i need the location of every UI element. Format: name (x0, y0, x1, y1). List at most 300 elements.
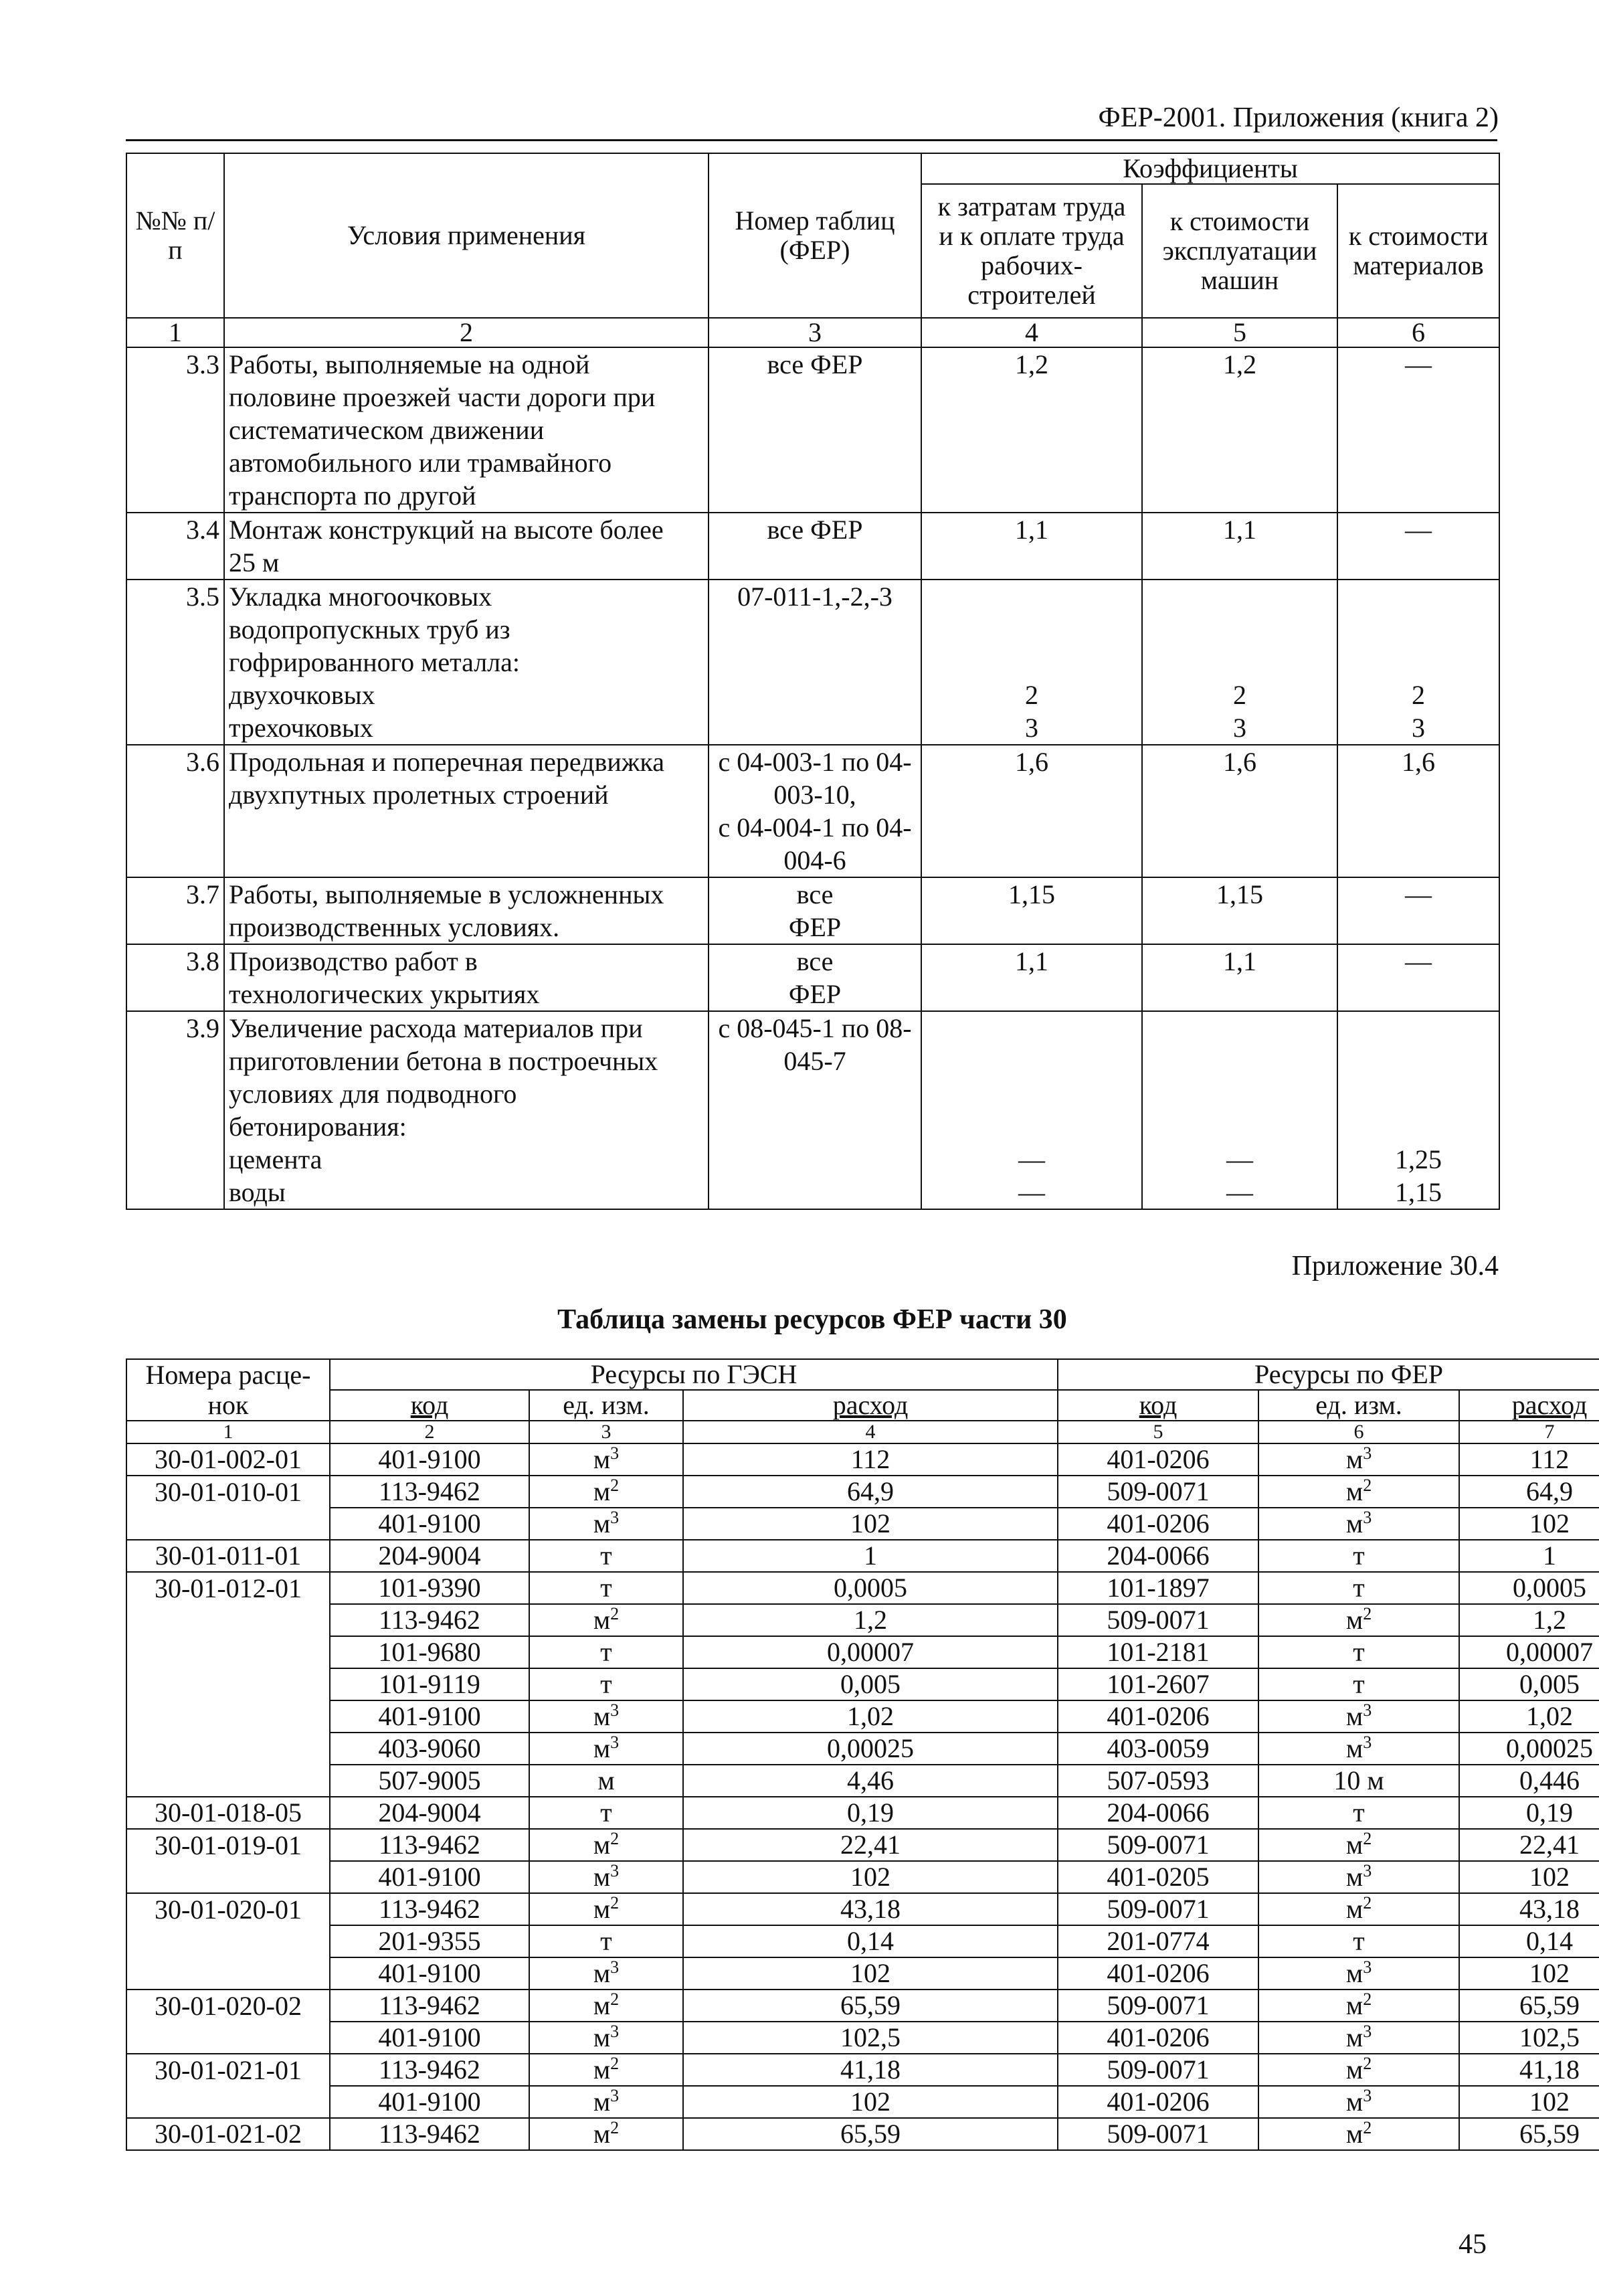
fer-unit: т (1258, 1925, 1459, 1957)
machine-coefficient (1142, 580, 1337, 745)
table-numbers-line: все ФЕР (767, 349, 863, 379)
labor-coefficient-line (926, 1012, 1137, 1045)
table-row (126, 580, 1499, 745)
condition-text-line: систематическом движении (229, 415, 545, 445)
gesn-usage: 112 (683, 1443, 1058, 1476)
table-row (126, 2086, 1599, 2118)
rate-number (126, 1925, 330, 1957)
gesn-usage: 0,00007 (683, 1636, 1058, 1668)
gesn-usage: 102 (683, 1957, 1058, 1990)
material-coefficient-line (1342, 1110, 1495, 1143)
fer-usage: 102 (1459, 2086, 1599, 2118)
table-row (126, 347, 1499, 513)
fer-unit: т (1258, 1636, 1459, 1668)
column-number: 1 (126, 1421, 330, 1443)
labor-coefficient-line: 1,15 (1008, 879, 1055, 909)
labor-coefficient-line: — (1018, 1177, 1045, 1207)
rate-number: 30-01-012-01 (126, 1572, 330, 1604)
header-table-numbers: Номер таблиц (ФЕР) (709, 153, 921, 318)
header-labor-coef: к затратам труда и к оплате труда рабочих-строителей (921, 184, 1142, 318)
machine-coefficient-line: 1,2 (1223, 349, 1256, 379)
rate-number: 30-01-020-02 (126, 1990, 330, 2022)
running-header: ФЕР-2001. Приложения (книга 2) (1098, 102, 1499, 133)
table-numbers-line: 07-011-1,-2,-3 (737, 582, 892, 612)
machine-coefficient-line (1147, 1110, 1333, 1143)
machine-coefficient (1142, 877, 1337, 944)
fer-unit: т (1258, 1572, 1459, 1604)
header-rule (126, 139, 1497, 141)
machine-coefficient-line: 1,15 (1216, 879, 1263, 909)
gesn-usage: 1,02 (683, 1700, 1058, 1733)
labor-coefficient-line (926, 1077, 1137, 1110)
gesn-code: 507-9005 (330, 1765, 529, 1797)
gesn-code: 101-9680 (330, 1636, 529, 1668)
gesn-unit: $м^3$ (529, 1861, 683, 1893)
fer-usage: 102 (1459, 1508, 1599, 1540)
condition-text-line: цемента (229, 1144, 322, 1174)
gesn-code: 204-9004 (330, 1797, 529, 1829)
gesn-unit: $м^2$ (529, 2118, 683, 2150)
labor-coefficient-line: 2 (1025, 680, 1038, 710)
condition-text-line: водопропускных труб из (229, 614, 510, 644)
material-coefficient (1337, 580, 1499, 745)
gesn-code: 401-9100 (330, 2022, 529, 2054)
table-numbers (709, 944, 921, 1011)
table-numbers-line: с 04-004-1 по 04- (718, 812, 912, 843)
machine-coefficient-line: 3 (1233, 713, 1246, 743)
header-material-coef: к стоимости материалов (1337, 184, 1499, 318)
condition-text-line: Укладка многоочковых (229, 582, 492, 612)
fer-code: 101-2607 (1058, 1668, 1258, 1700)
fer-usage: 1,02 (1459, 1700, 1599, 1733)
labor-coefficient-line: 1,6 (1015, 747, 1048, 777)
machine-coefficient (1142, 1011, 1337, 1209)
fer-code: 401-0206 (1058, 1700, 1258, 1733)
fer-usage: 0,0005 (1459, 1572, 1599, 1604)
fer-unit: $м^3$ (1258, 2086, 1459, 2118)
table-row (126, 1861, 1599, 1893)
header-coefficients: Коэффициенты (921, 153, 1499, 184)
fer-usage: 0,14 (1459, 1925, 1599, 1957)
table-numbers-line: все (796, 946, 834, 976)
fer-usage: 102 (1459, 1957, 1599, 1990)
table-row (126, 1011, 1499, 1209)
fer-unit: т (1258, 1797, 1459, 1829)
rate-number: 30-01-011-01 (126, 1540, 330, 1572)
fer-code: 509-0071 (1058, 2118, 1258, 2150)
fer-code: 509-0071 (1058, 1893, 1258, 1925)
labor-coefficient-line (926, 613, 1137, 646)
gesn-usage: 65,59 (683, 2118, 1058, 2150)
table-row (126, 1572, 1599, 1604)
fer-unit: $м^3$ (1258, 1700, 1459, 1733)
column-number-row (126, 1421, 1599, 1443)
gesn-code: 401-9100 (330, 1443, 529, 1476)
gesn-code: 101-9390 (330, 1572, 529, 1604)
rate-number (126, 2022, 330, 2054)
labor-coefficient (921, 513, 1142, 580)
machine-coefficient-line (1147, 1012, 1333, 1045)
fer-usage: 65,59 (1459, 1990, 1599, 2022)
labor-coefficient-line: 1,1 (1015, 946, 1048, 976)
rate-number: 30-01-010-01 (126, 1476, 330, 1508)
fer-usage: 0,00007 (1459, 1636, 1599, 1668)
material-coefficient (1337, 944, 1499, 1011)
fer-code: 101-2181 (1058, 1636, 1258, 1668)
condition-text-line: условиях для подводного (229, 1079, 517, 1109)
fer-usage: 1,2 (1459, 1604, 1599, 1636)
row-number: 3.7 (126, 877, 224, 944)
gesn-code: 401-9100 (330, 1861, 529, 1893)
condition-text-line: автомобильного или трамвайного (229, 448, 612, 478)
material-coefficient-line: — (1405, 349, 1432, 379)
gesn-code: 113-9462 (330, 1476, 529, 1508)
labor-coefficient-line: 1,1 (1015, 515, 1048, 545)
material-coefficient-line (1342, 1077, 1495, 1110)
condition-text-line: двухочковых (229, 680, 375, 710)
fer-unit: 10 м (1258, 1765, 1459, 1797)
table-row (126, 1765, 1599, 1797)
rate-number (126, 1508, 330, 1540)
table-row (126, 877, 1499, 944)
gesn-code: 401-9100 (330, 1508, 529, 1540)
fer-code: 509-0071 (1058, 1476, 1258, 1508)
gesn-unit: т (529, 1572, 683, 1604)
gesn-usage: 0,19 (683, 1797, 1058, 1829)
table-row (126, 1925, 1599, 1957)
rate-number: 30-01-019-01 (126, 1829, 330, 1861)
condition-text-line: Работы, выполняемые в усложненных (229, 879, 664, 909)
gesn-code: 401-9100 (330, 2086, 529, 2118)
condition-text-line: приготовлении бетона в построечных (229, 1046, 658, 1076)
condition-text-line: воды (229, 1177, 286, 1207)
fer-usage: 0,00025 (1459, 1733, 1599, 1765)
machine-coefficient (1142, 347, 1337, 513)
header-fer-resources: Ресурсы по ФЕР (1058, 1359, 1599, 1390)
header-fer-code: код (1139, 1390, 1178, 1420)
rate-number (126, 2086, 330, 2118)
rate-number (126, 1765, 330, 1797)
fer-usage: 64,9 (1459, 1476, 1599, 1508)
header-rate-numbers-line1: Номера расце- (126, 1359, 330, 1390)
fer-unit: $м^2$ (1258, 1476, 1459, 1508)
machine-coefficient-line (1147, 1077, 1333, 1110)
condition-text-line: половине проезжей части дороги при (229, 382, 656, 412)
gesn-unit: т (529, 1925, 683, 1957)
table-numbers-line: с 04-003-1 по 04- (718, 747, 912, 777)
material-coefficient-line: 2 (1412, 680, 1426, 710)
gesn-code: 113-9462 (330, 2054, 529, 2086)
fer-unit: $м^2$ (1258, 1893, 1459, 1925)
material-coefficient (1337, 1011, 1499, 1209)
fer-code: 403-0059 (1058, 1733, 1258, 1765)
table-numbers-line: ФЕР (788, 979, 842, 1009)
machine-coefficient-line (1147, 646, 1333, 679)
condition-text-line: технологических укрытиях (229, 979, 540, 1009)
machine-coefficient (1142, 745, 1337, 877)
table-numbers-line: с 08-045-1 по 08- (718, 1013, 912, 1043)
gesn-usage: 43,18 (683, 1893, 1058, 1925)
machine-coefficient (1142, 944, 1337, 1011)
table-row (126, 1540, 1599, 1572)
condition-text (224, 580, 709, 745)
column-number: 6 (1337, 318, 1499, 347)
row-number: 3.4 (126, 513, 224, 580)
gesn-usage: 1,2 (683, 1604, 1058, 1636)
rate-number: 30-01-021-01 (126, 2054, 330, 2086)
condition-text-line: транспорта по другой (229, 480, 476, 511)
table-row (126, 1733, 1599, 1765)
rate-number (126, 1733, 330, 1765)
labor-coefficient (921, 1011, 1142, 1209)
fer-code: 509-0071 (1058, 2054, 1258, 2086)
machine-coefficient-line: — (1226, 1144, 1253, 1174)
fer-usage: 22,41 (1459, 1829, 1599, 1861)
resource-table-title: Таблица замены ресурсов ФЕР части 30 (557, 1304, 1067, 1335)
header-machine-coef: к стоимости эксплуатации машин (1142, 184, 1337, 318)
machine-coefficient-line (1147, 580, 1333, 613)
gesn-code: 201-9355 (330, 1925, 529, 1957)
row-number: 3.9 (126, 1011, 224, 1209)
header-gesn-usage: расход (832, 1390, 909, 1420)
gesn-usage: 22,41 (683, 1829, 1058, 1861)
table-row (126, 1443, 1599, 1476)
fer-unit: $м^3$ (1258, 1508, 1459, 1540)
gesn-unit: $м^3$ (529, 2022, 683, 2054)
fer-unit: $м^3$ (1258, 1443, 1459, 1476)
column-number-row (126, 318, 1499, 347)
gesn-unit: $м^3$ (529, 1508, 683, 1540)
condition-text-line: трехочковых (229, 713, 373, 743)
appendix-label: Приложение 30.4 (1291, 1251, 1499, 1282)
machine-coefficient-line: 1,6 (1223, 747, 1256, 777)
gesn-unit: т (529, 1797, 683, 1829)
table-row (126, 1636, 1599, 1668)
material-coefficient-line: — (1405, 879, 1432, 909)
material-coefficient-line (1342, 646, 1495, 679)
rate-number: 30-01-020-01 (126, 1893, 330, 1925)
table-numbers (709, 347, 921, 513)
gesn-usage: 1 (683, 1540, 1058, 1572)
gesn-usage: 0,00025 (683, 1733, 1058, 1765)
column-number: 6 (1258, 1421, 1459, 1443)
fer-code: 507-0593 (1058, 1765, 1258, 1797)
column-number: 5 (1058, 1421, 1258, 1443)
column-number: 7 (1459, 1421, 1599, 1443)
table-row (126, 1476, 1599, 1508)
table-numbers (709, 877, 921, 944)
table-row (126, 944, 1499, 1011)
labor-coefficient-line: 1,2 (1015, 349, 1048, 379)
rate-number (126, 1668, 330, 1700)
rate-number (126, 1604, 330, 1636)
gesn-unit: $м^2$ (529, 1990, 683, 2022)
fer-unit: $м^3$ (1258, 1957, 1459, 1990)
rate-number (126, 1636, 330, 1668)
gesn-code: 113-9462 (330, 1990, 529, 2022)
material-coefficient (1337, 513, 1499, 580)
material-coefficient-line: 3 (1412, 713, 1426, 743)
fer-code: 401-0206 (1058, 1508, 1258, 1540)
gesn-usage: 4,46 (683, 1765, 1058, 1797)
fer-unit: $м^2$ (1258, 1990, 1459, 2022)
rate-number: 30-01-018-05 (126, 1797, 330, 1829)
fer-unit: т (1258, 1540, 1459, 1572)
material-coefficient-line (1342, 1045, 1495, 1077)
condition-text (224, 944, 709, 1011)
labor-coefficient-line: 3 (1025, 713, 1038, 743)
gesn-usage: 65,59 (683, 1990, 1058, 2022)
labor-coefficient-line (926, 1045, 1137, 1077)
fer-unit: $м^3$ (1258, 1733, 1459, 1765)
column-number: 4 (683, 1421, 1058, 1443)
gesn-unit: $м^3$ (529, 1700, 683, 1733)
fer-code: 401-0206 (1058, 1957, 1258, 1990)
fer-code: 509-0071 (1058, 1990, 1258, 2022)
fer-usage: 43,18 (1459, 1893, 1599, 1925)
header-gesn-resources: Ресурсы по ГЭСН (330, 1359, 1058, 1390)
column-number: 3 (529, 1421, 683, 1443)
condition-text-line: 25 м (229, 547, 280, 578)
condition-text-line: бетонирования: (229, 1112, 407, 1142)
table-row (126, 1700, 1599, 1733)
material-coefficient (1337, 347, 1499, 513)
machine-coefficient-line: 1,1 (1223, 946, 1256, 976)
gesn-code: 403-9060 (330, 1733, 529, 1765)
condition-text (224, 347, 709, 513)
table-row (126, 745, 1499, 877)
gesn-code: 204-9004 (330, 1540, 529, 1572)
labor-coefficient-line (926, 1110, 1137, 1143)
fer-usage: 102,5 (1459, 2022, 1599, 2054)
gesn-usage: 0,14 (683, 1925, 1058, 1957)
gesn-unit: $м^2$ (529, 1604, 683, 1636)
gesn-code: 101-9119 (330, 1668, 529, 1700)
fer-code: 204-0066 (1058, 1540, 1258, 1572)
table-row (126, 1797, 1599, 1829)
material-coefficient (1337, 745, 1499, 877)
header-fer-unit: ед. изм. (1315, 1390, 1402, 1420)
material-coefficient-line: 1,25 (1395, 1144, 1442, 1174)
labor-coefficient (921, 944, 1142, 1011)
gesn-code: 401-9100 (330, 1700, 529, 1733)
labor-coefficient (921, 877, 1142, 944)
table-row (126, 1893, 1599, 1925)
material-coefficient-line: — (1405, 946, 1432, 976)
fer-unit: $м^2$ (1258, 2054, 1459, 2086)
fer-usage: 0,005 (1459, 1668, 1599, 1700)
gesn-unit: т (529, 1636, 683, 1668)
table-numbers (709, 1011, 921, 1209)
table-row (126, 1829, 1599, 1861)
material-coefficient-line (1342, 1012, 1495, 1045)
rate-number (126, 1700, 330, 1733)
condition-text-line: Монтаж конструкций на высоте более (229, 515, 664, 545)
header-conditions: Условия применения (224, 153, 709, 318)
gesn-unit: $м^3$ (529, 1733, 683, 1765)
machine-coefficient-line: — (1226, 1177, 1253, 1207)
labor-coefficient (921, 745, 1142, 877)
table-row (126, 513, 1499, 580)
table-numbers-line: 003-10, (773, 780, 856, 810)
condition-text-line: двухпутных пролетных строений (229, 780, 609, 810)
page-number: 45 (1459, 2229, 1487, 2260)
fer-usage: 112 (1459, 1443, 1599, 1476)
fer-unit: т (1258, 1668, 1459, 1700)
table-row (126, 1668, 1599, 1700)
table-numbers-line: все (796, 879, 834, 909)
rate-number (126, 1957, 330, 1990)
labor-coefficient (921, 347, 1142, 513)
material-coefficient-line: — (1405, 515, 1432, 545)
header-gesn-code: код (410, 1390, 449, 1420)
fer-code: 401-0206 (1058, 2022, 1258, 2054)
header-rate-numbers-line2: нок (126, 1390, 330, 1421)
gesn-usage: 64,9 (683, 1476, 1058, 1508)
gesn-usage: 102,5 (683, 2022, 1058, 2054)
fer-unit: $м^3$ (1258, 1861, 1459, 1893)
rate-number: 30-01-002-01 (126, 1443, 330, 1476)
header-fer-usage: расход (1511, 1390, 1588, 1420)
material-coefficient-line (1342, 580, 1495, 613)
row-number: 3.6 (126, 745, 224, 877)
rate-number (126, 1861, 330, 1893)
labor-coefficient-line (926, 580, 1137, 613)
gesn-usage: 102 (683, 2086, 1058, 2118)
rate-number: 30-01-021-02 (126, 2118, 330, 2150)
gesn-unit: т (529, 1540, 683, 1572)
gesn-usage: 0,005 (683, 1668, 1058, 1700)
gesn-code: 113-9462 (330, 1604, 529, 1636)
fer-usage: 0,446 (1459, 1765, 1599, 1797)
condition-text-line: Производство работ в (229, 946, 478, 976)
fer-usage: 102 (1459, 1861, 1599, 1893)
table-numbers-line: ФЕР (788, 912, 842, 942)
table-row (126, 1508, 1599, 1540)
column-number: 5 (1142, 318, 1337, 347)
gesn-usage: 102 (683, 1861, 1058, 1893)
fer-unit: $м^2$ (1258, 1604, 1459, 1636)
condition-text-line: гофрированного металла: (229, 647, 520, 677)
labor-coefficient (921, 580, 1142, 745)
fer-usage: 41,18 (1459, 2054, 1599, 2086)
gesn-unit: т (529, 1668, 683, 1700)
fer-usage: 65,59 (1459, 2118, 1599, 2150)
labor-coefficient-line (926, 646, 1137, 679)
gesn-unit: $м^3$ (529, 1957, 683, 1990)
header-gesn-unit: ед. изм. (563, 1390, 650, 1420)
condition-text-line: Увеличение расхода материалов при (229, 1013, 643, 1043)
gesn-code: 113-9462 (330, 2118, 529, 2150)
fer-code: 201-0774 (1058, 1925, 1258, 1957)
row-number: 3.5 (126, 580, 224, 745)
gesn-unit: $м^3$ (529, 2086, 683, 2118)
column-number: 3 (709, 318, 921, 347)
table-row (126, 1990, 1599, 2022)
resource-replacement-table (126, 1358, 1599, 2151)
table-numbers-line: 004-6 (783, 845, 846, 875)
fer-code: 101-1897 (1058, 1572, 1258, 1604)
table-numbers-line: все ФЕР (767, 515, 863, 545)
fer-unit: $м^3$ (1258, 2022, 1459, 2054)
table-numbers (709, 745, 921, 877)
machine-coefficient-line: 1,1 (1223, 515, 1256, 545)
fer-unit: $м^2$ (1258, 2118, 1459, 2150)
condition-text (224, 513, 709, 580)
coefficients-table (126, 153, 1500, 1210)
condition-text (224, 1011, 709, 1209)
table-row (126, 1957, 1599, 1990)
